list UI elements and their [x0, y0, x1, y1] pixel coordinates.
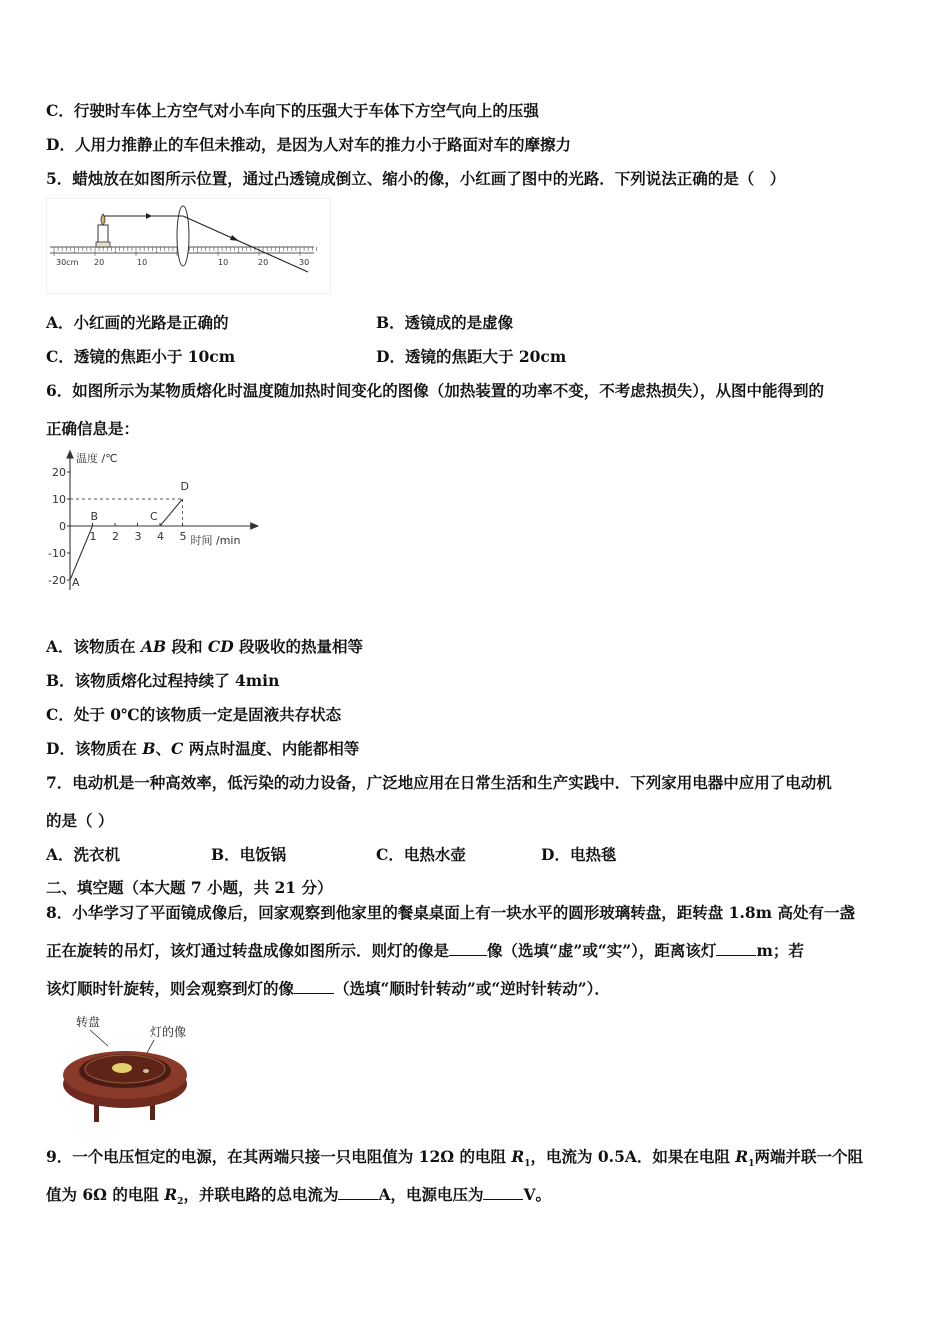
text-fragment: ，并联电路的总电流为 — [183, 1185, 339, 1204]
q6-option-c: C．处于 0℃的该物质一定是固液共存状态 — [46, 705, 342, 724]
turntable-label: 转盘 — [76, 1015, 101, 1029]
subscript: 2 — [177, 1197, 184, 1208]
point-c: C — [170, 739, 184, 758]
temperature-time-chart — [40, 448, 260, 598]
q7-option-b: B．电饭锅 — [211, 845, 287, 864]
q7-stem-line2: 的是（ ） — [46, 811, 114, 830]
x-tick-label: 4 — [157, 530, 164, 543]
answer-blank[interactable] — [483, 1185, 523, 1200]
text-fragment: 正在旋转的吊灯，该灯通过转盘成像如图所示．则灯的像是 — [46, 941, 450, 960]
convex-lens-icon — [177, 206, 189, 266]
ruler-tick-label: 20 — [94, 258, 105, 267]
text-fragment: m；若 — [756, 941, 804, 960]
lamp-image-icon — [112, 1063, 132, 1073]
ruler-tick-label: 30 — [299, 258, 310, 267]
text-fragment: D．该物质在 — [46, 739, 143, 758]
y-tick-label: 20 — [52, 466, 66, 479]
lens-figure — [46, 198, 331, 294]
y-tick-label: 0 — [59, 520, 66, 533]
q5-option-c: C．透镜的焦距小于 10cm — [46, 347, 236, 366]
q9-line2 — [46, 1184, 551, 1213]
x-axis-label: 时间 /min — [190, 534, 241, 547]
q5-option-b: B．透镜成的是虚像 — [376, 313, 514, 332]
x-tick-label: 3 — [134, 530, 142, 543]
resistor-r1: R — [735, 1147, 749, 1166]
q7-option-a: A．洗衣机 — [46, 845, 121, 864]
point-label: D — [180, 480, 189, 493]
q6-stem-line1: 6．如图所示为某物质熔化时温度随加热时间变化的图像（加热装置的功率不变，不考虑热损失），从图中能得到的 — [46, 381, 825, 400]
q7-option-c: C．电热水壶 — [376, 845, 466, 864]
q7-stem-line1: 7．电动机是一种高效率，低污染的动力设备，广泛地应用在日常生活和生产实践中．下列家用电器中应用了电动机 — [46, 773, 832, 792]
ruler-tick-label: 10 — [137, 258, 148, 267]
point-label: B — [90, 510, 99, 523]
text-fragment: A，电源电压为 — [378, 1185, 484, 1204]
q5-stem: 5．蜡烛放在如图所示位置，通过凸透镜成倒立、缩小的像，小红画了图中的光路．下列说法正确的是（ ） — [46, 169, 786, 188]
text-fragment: ，电流为 0.5A．如果在电阻 — [530, 1147, 736, 1166]
y-tick-label: -20 — [48, 574, 66, 587]
text-fragment: 段吸收的热量相等 — [233, 637, 364, 656]
point-label: A — [72, 576, 80, 589]
q6-stem-line2: 正确信息是： — [46, 419, 140, 438]
series-line — [70, 499, 183, 580]
text-fragment: A．该物质在 — [46, 637, 141, 656]
segment-cd: CD — [207, 637, 234, 656]
point-label: C — [150, 510, 158, 523]
q4-option-d: D．人用力推静止的车但未推动，是因为人对车的推力小于路面对车的摩擦力 — [46, 135, 571, 154]
resistor-r2: R — [164, 1185, 178, 1204]
point-b: B — [142, 739, 156, 758]
q9-line1 — [46, 1146, 863, 1175]
q5-option-d: D．透镜的焦距大于 20cm — [376, 347, 567, 366]
text-fragment: 两端并联一个阻 — [754, 1147, 863, 1166]
q8-line3 — [46, 978, 610, 1000]
answer-blank[interactable] — [716, 941, 756, 956]
text-fragment: V。 — [523, 1185, 552, 1204]
y-tick-label: -10 — [48, 547, 66, 560]
subscript: 1 — [748, 1159, 755, 1170]
y-tick-label: 10 — [52, 493, 66, 506]
y-axis-arrow-icon — [67, 451, 73, 458]
subscript: 1 — [524, 1159, 531, 1170]
x-tick-label: 1 — [89, 530, 97, 543]
answer-blank[interactable] — [338, 1185, 378, 1200]
x-axis-arrow-icon — [251, 523, 258, 529]
y-axis-label: 温度 /℃ — [76, 452, 118, 465]
segment-ab: AB — [140, 637, 167, 656]
section-heading: 二、填空题（本大题 7 小题，共 21 分） — [46, 878, 333, 897]
q6-option-b: B．该物质熔化过程持续了 4min — [46, 671, 280, 690]
ruler-tick-label: 20 — [258, 258, 269, 267]
text-fragment: 像（选填“虚”或“实”），距离该灯 — [487, 941, 717, 960]
text-fragment: 段和 — [166, 637, 208, 656]
q8-line1: 8．小华学习了平面镜成像后，回家观察到他家里的餐桌桌面上有一块水平的圆形玻璃转盘，距转盘 1.8m 高处有一盏 — [46, 903, 855, 922]
resistor-r1: R — [511, 1147, 525, 1166]
q8-line2 — [46, 940, 804, 962]
text-fragment: （选填“顺时针转动”或“逆时针转动”）． — [334, 979, 610, 998]
text-fragment: 该灯顺时针旋转，则会观察到灯的像 — [46, 979, 295, 998]
ruler-label-left: 30cm — [56, 258, 79, 267]
x-tick-label: 2 — [112, 530, 119, 543]
ruler-tick-label: 10 — [218, 258, 229, 267]
x-tick-label: 5 — [179, 530, 187, 543]
q5-option-a: A．小红画的光路是正确的 — [46, 313, 229, 332]
q6-option-d — [46, 738, 359, 760]
q7-option-d: D．电热毯 — [541, 845, 617, 864]
text-fragment: 、 — [155, 739, 171, 758]
q6-option-a — [46, 636, 363, 658]
answer-blank[interactable] — [449, 941, 487, 956]
text-fragment: 两点时温度、内能都相等 — [183, 739, 360, 758]
text-fragment: 9．一个电压恒定的电源，在其两端只接一只电阻值为 12Ω 的电阻 — [46, 1147, 512, 1166]
turntable-figure — [56, 1012, 196, 1124]
lamp-image-label: 灯的像 — [150, 1025, 187, 1039]
text-fragment: 值为 6Ω 的电阻 — [46, 1185, 165, 1204]
q4-option-c: C．行驶时车体上方空气对小车向下的压强大于车体下方空气向上的压强 — [46, 101, 539, 120]
answer-blank[interactable] — [294, 979, 334, 994]
